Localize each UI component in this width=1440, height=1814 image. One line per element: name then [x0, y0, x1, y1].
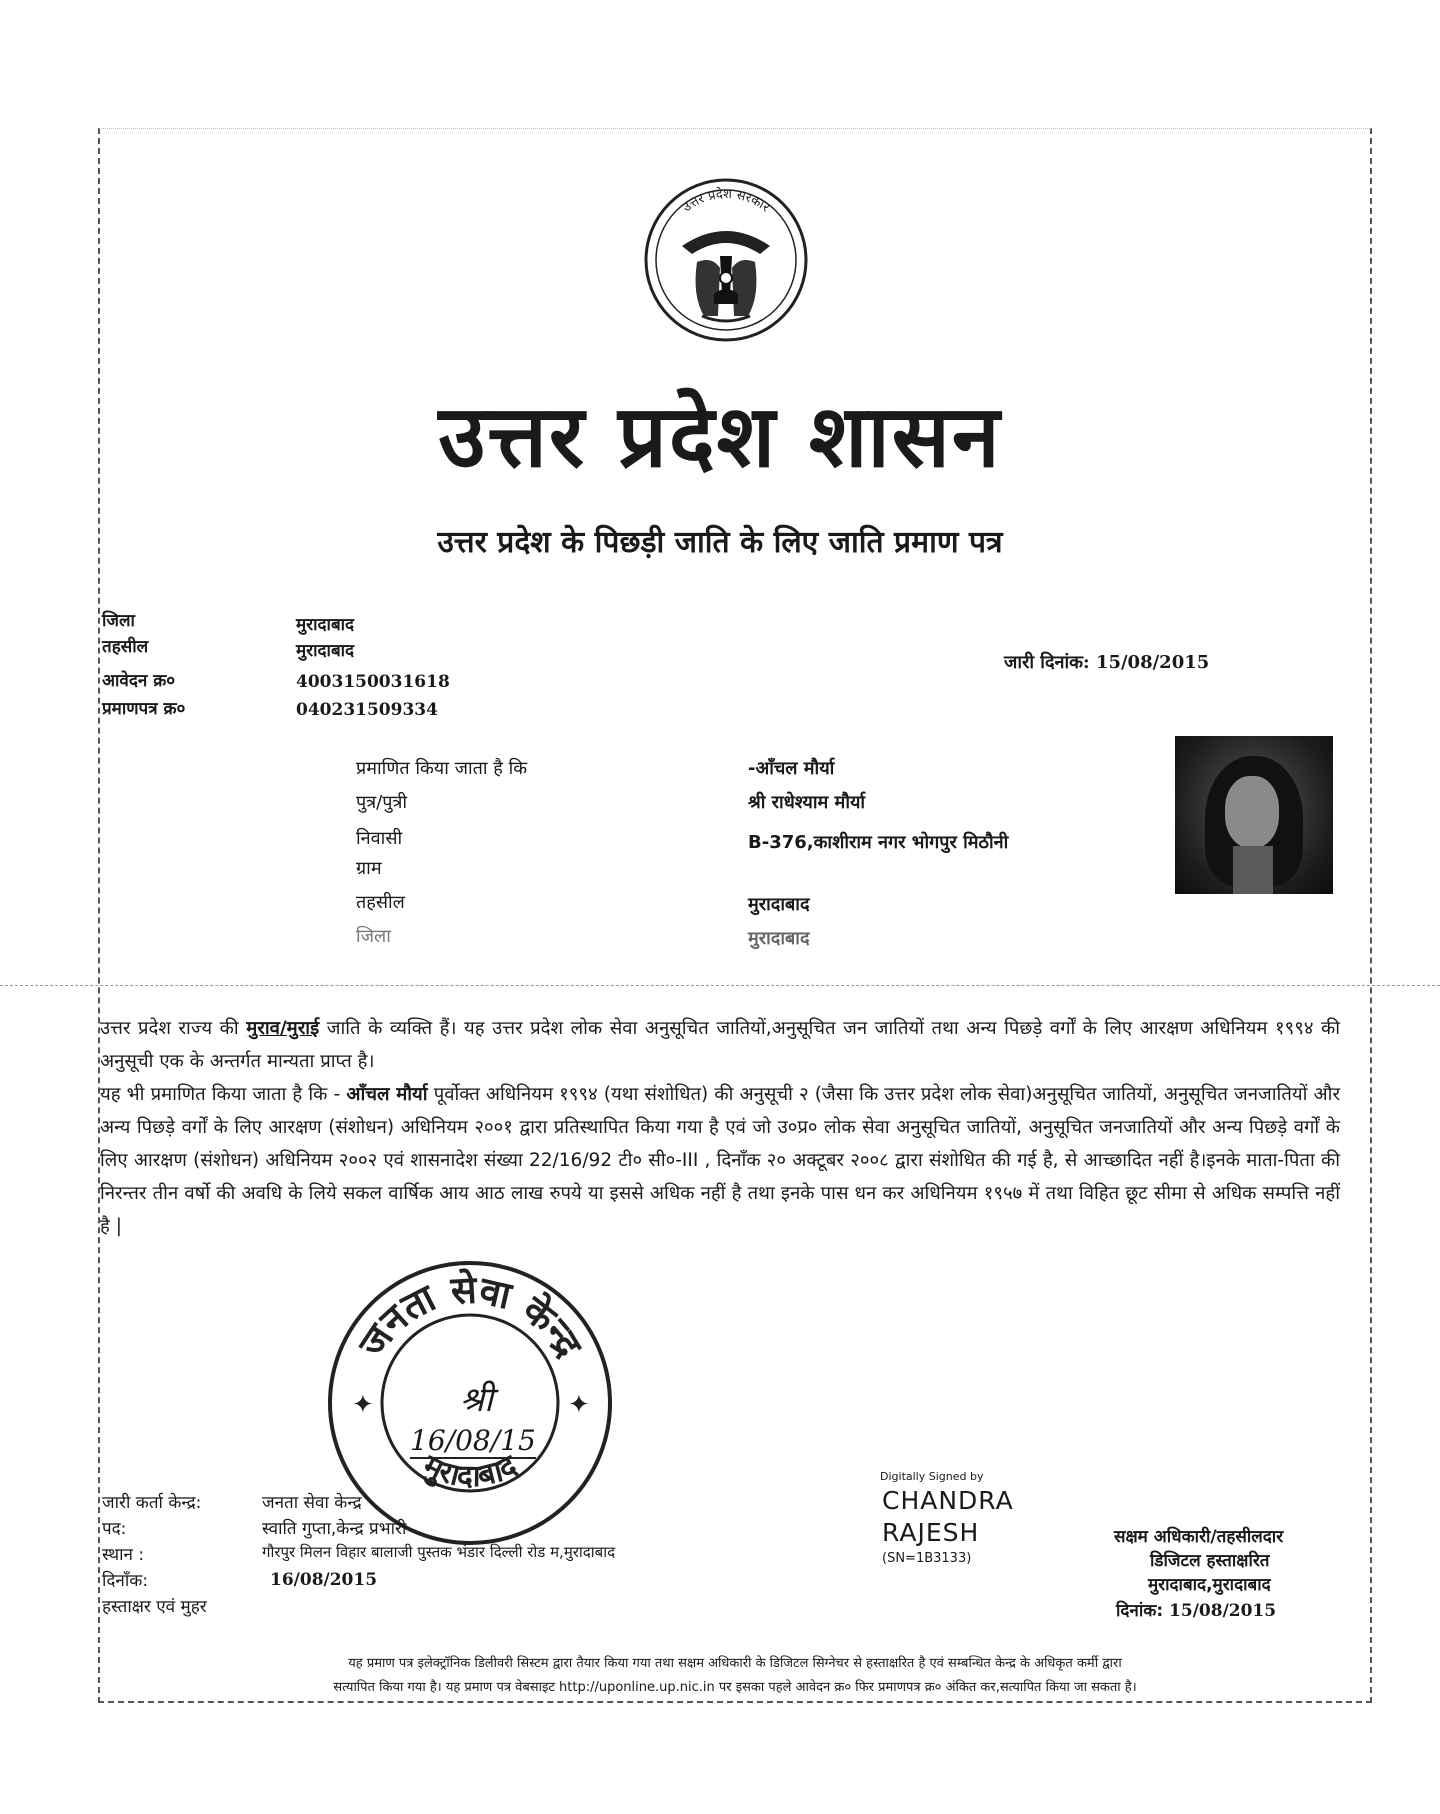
- applicant-photo: [1175, 736, 1333, 894]
- holder-name: -आँचल मौर्या: [748, 758, 835, 779]
- authority-date-label: दिनांक:: [1116, 1601, 1164, 1621]
- issuing-center-value: जनता सेवा केन्द्र: [262, 1493, 362, 1513]
- authority-title: सक्षम अधिकारी/तहसीलदार: [1114, 1527, 1284, 1547]
- issuing-center-label: जारी कर्ता केन्द्र:: [102, 1493, 202, 1513]
- relation-label: पुत्र/पुत्री: [356, 792, 408, 813]
- handwritten-date: 16/08/15: [410, 1424, 536, 1457]
- issue-date-value: 15/08/2015: [1095, 652, 1210, 673]
- application-no-label: आवेदन क्र०: [102, 671, 176, 691]
- place-label: स्थान :: [102, 1545, 145, 1565]
- district-label: जिला: [102, 611, 135, 631]
- body-paragraph-2: यह भी प्रमाणित किया जाता है कि - आँचल मौर्या पूर्वोक्त अधिनियम १९९४ (यथा संशोधित) की अनुसूची २ (जैसा कि उत्तर प्रदेश लोक सेवा)अनुसूचित जातियों, अनुसूचित जनजातियों और अन्य पिछड़े वर्गों के लिए आरक्षण (संशोधन) अधिनियम २००१ द्वारा प्रतिस्थापित किया गया है एवं जो उ०प्र० लोक सेवा अनुसूचित जातियों, अनुसूचित जनजातियों और अन्य पिछड़े वर्गों के लिए आरक्षण (संशोधन) अधिनियम २००२ एवं शासनादेश संख्या 22/16/92 टी० सी०-III , दिनाँक २० अक्टूबर २००८ द्वारा संशोधित की गई है, से आच्छादित नहीं है।इनके माता-पिता की निरन्तर तीन वर्षो की अवधि के लिये सकल वार्षिक आय आठ लाख रुपये या इससे अधिक नहीं है तथा इनके पास धन कर अधिनियम १९५७ में तथा विहित छूट सीमा से अधिक सम्पत्ति नहीं है |: [100, 1084, 1341, 1237]
- issue-date: [1004, 650, 1209, 674]
- body-paragraph-1: उत्तर प्रदेश राज्य की मुराव/मुराई जाति के व्यक्ति हैं। यह उत्तर प्रदेश लोक सेवा अनुसूचित जातियों,अनुसूचित जन जातियों तथा अन्य पिछड़े वर्गों के लिए आरक्षण अधिनियम १९९४ की अनुसूची एक के अन्तर्गत मान्यता प्राप्त है।: [100, 1018, 1340, 1072]
- emblem-text: उत्तर प्रदेश सरकार: [679, 186, 773, 216]
- certificate-no-value: 040231509334: [296, 700, 438, 720]
- digital-signer-first-name: CHANDRA: [882, 1486, 1014, 1515]
- certified-label: प्रमाणित किया जाता है कि: [356, 758, 528, 779]
- post-label: पद:: [102, 1519, 127, 1539]
- svg-text:उत्तर प्रदेश सरकार: [680, 186, 773, 216]
- document-subtitle: उत्तर प्रदेश के पिछड़ी जाति के लिए जाति प्रमाण पत्र: [437, 525, 1003, 560]
- digital-signature-caption: Digitally Signed by: [880, 1470, 984, 1483]
- village-label: ग्राम: [356, 858, 382, 879]
- stamp-bottom-text: मुरादाबाद: [417, 1448, 523, 1495]
- state-emblem: [642, 176, 810, 344]
- issuer-date-value: 16/08/2015: [270, 1570, 378, 1590]
- detail-tehsil-value: मुरादाबाद: [748, 894, 810, 915]
- tehsil-value: मुरादाबाद: [296, 641, 355, 661]
- issue-date-label: जारी दिनांक:: [1004, 652, 1090, 673]
- authority-signed: डिजिटल हस्ताक्षरित: [1150, 1551, 1270, 1571]
- holder-name-inline: आँचल मौर्या: [346, 1084, 428, 1105]
- post-value: स्वाति गुप्ता,केन्द्र प्रभारी: [262, 1519, 407, 1539]
- district-value: मुरादाबाद: [296, 615, 355, 635]
- footer-line-1: यह प्रमाण पत्र इलेक्ट्रॉनिक डिलीवरी सिस्टम द्वारा तैयार किया गया तथा सक्षम अधिकारी के डिजिटल सिग्नेचर से हस्ताक्षरित है एवं सम्बन्धित केन्द्र के अधिकृत कर्मी द्वारा: [348, 1656, 1122, 1671]
- issuer-date-label: दिनाँक:: [102, 1571, 149, 1591]
- footer-note: [122, 1652, 1348, 1700]
- svg-text:✦: ✦: [568, 1390, 590, 1420]
- certificate-no-label: प्रमाणपत्र क्र०: [102, 699, 186, 719]
- authority-date: [1116, 1598, 1276, 1621]
- place-value: गौरपुर मिलन विहार बालाजी पुस्तक भंडार दिल्ली रोड म,मुरादाबाद: [262, 1543, 616, 1561]
- detail-district-value: मुरादाबाद: [748, 928, 810, 949]
- svg-text:जनता सेवा केन्द्र: [349, 1267, 592, 1366]
- application-no-value: 4003150031618: [296, 672, 450, 692]
- handwritten-initial: श्री: [460, 1380, 493, 1420]
- tehsil-label: तहसील: [102, 637, 149, 657]
- certificate-body: [100, 1012, 1340, 1243]
- detail-district-label: जिला: [356, 926, 391, 947]
- authority-date-value: 15/08/2015: [1169, 1601, 1277, 1621]
- stamp-text: जनता सेवा केन्द्र: [349, 1267, 591, 1365]
- digital-signer-last-name: RAJESH: [882, 1518, 980, 1547]
- caste-name: मुराव/मुराई: [246, 1018, 320, 1039]
- detail-tehsil-label: तहसील: [356, 892, 405, 913]
- fold-line: [0, 985, 1440, 986]
- document-border: [98, 128, 1372, 1703]
- father-name: श्री राधेश्याम मौर्या: [748, 792, 866, 813]
- resident-label: निवासी: [356, 828, 403, 849]
- address-value: B-376,काशीराम नगर भोगपुर मिठौनी: [748, 832, 1009, 853]
- svg-text:✦: ✦: [352, 1390, 374, 1420]
- document-title: उत्तर प्रदेश शासन: [438, 387, 1002, 487]
- footer-line-2: सत्यापित किया गया है। यह प्रमाण पत्र वेबसाइट http://uponline.up.nic.in पर इसका पहले आवेदन क्र० फिर प्रमाणपत्र क्र० अंकित कर,सत्यापित किया जा सकता है।: [333, 1680, 1137, 1695]
- digital-signature-serial: (SN=1B3133): [882, 1551, 972, 1566]
- signature-label: हस्ताक्षर एवं मुहर: [102, 1597, 207, 1617]
- authority-place: मुरादाबाद,मुरादाबाद: [1148, 1575, 1271, 1595]
